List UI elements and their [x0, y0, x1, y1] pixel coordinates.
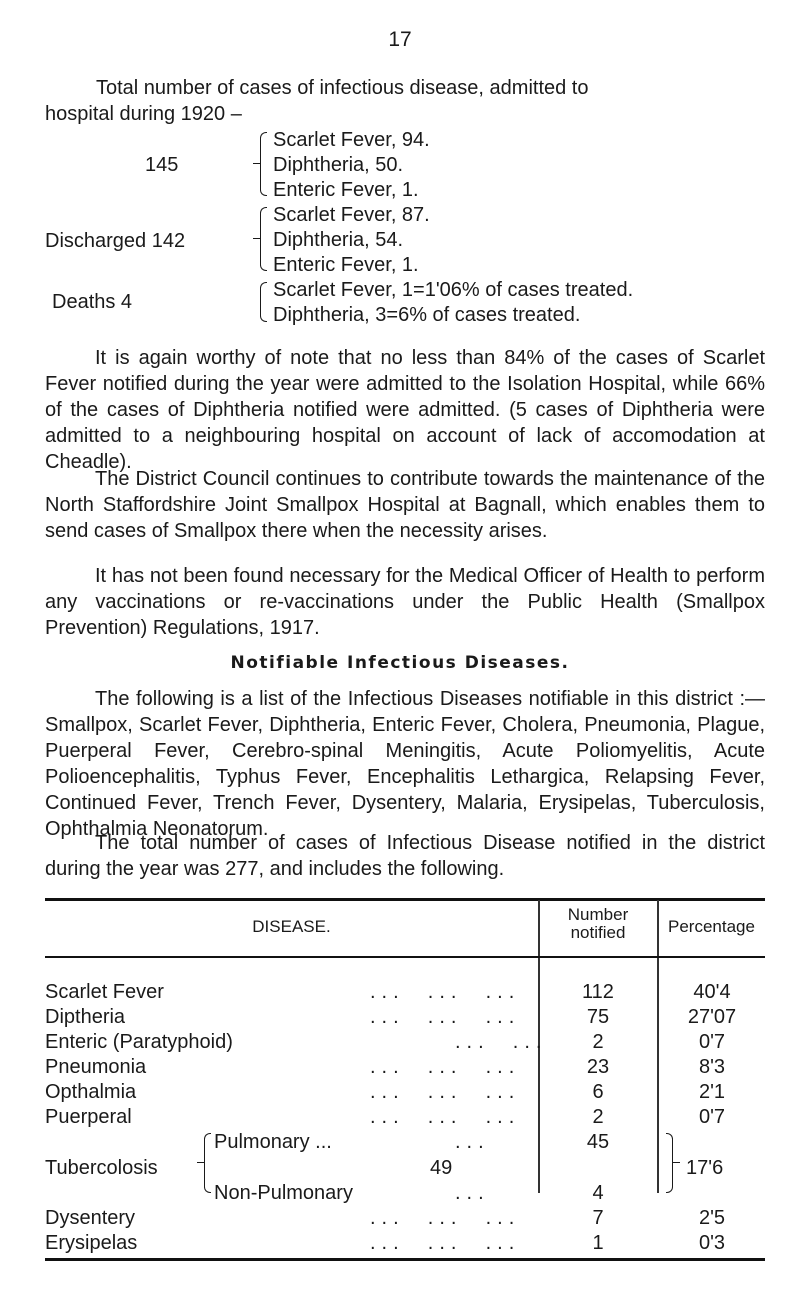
paragraph-vaccinations: It has not been found necessary for the Medical Officer of Health to perform any vaccinations or re-vaccinations under the Public Health (Smallpox Prevention) Regulations, 1917.: [45, 565, 765, 639]
admitted-item-diphtheria: Diphtheria, 50.: [273, 154, 404, 176]
dots-2: ...: [427, 1056, 463, 1078]
dots-3: ...: [485, 1081, 521, 1103]
row-percentage-tuberculosis: 17'6: [686, 1157, 724, 1179]
row-number-puerperal: 2: [592, 1106, 604, 1128]
header-percentage: Percentage: [668, 917, 755, 936]
tuberculosis-brace: [204, 1133, 211, 1193]
discharged-brace: [260, 207, 267, 271]
dots-1: ...: [370, 1081, 405, 1103]
row-percentage-diptheria: 27'07: [687, 1006, 737, 1028]
row-dots: [370, 981, 520, 1004]
dots-1: ...: [455, 1031, 490, 1053]
dots-3: ...: [485, 1207, 521, 1229]
row-dots: [370, 1232, 520, 1255]
row-disease-pneumonia: Pneumonia: [45, 1056, 147, 1078]
paragraph-total-cases: The total number of cases of Infectious Disease notified in the district during the year was 277, and includes the following.: [45, 832, 765, 880]
row-percentage-scarlet: 40'4: [693, 981, 731, 1003]
tuberculosis-total: 49: [430, 1157, 453, 1179]
dots-3: ...: [485, 1232, 521, 1254]
discharged-item-diphtheria: Diphtheria, 54.: [273, 229, 404, 251]
row-number-pneumonia: 23: [586, 1056, 610, 1078]
dots-1: ...: [370, 1006, 405, 1028]
dots-3: ...: [485, 981, 521, 1003]
paragraph-district-council: The District Council continues to contribute towards the maintenance of the North Staffordshire Joint Smallpox Hospital at Bagnall, which enables them to send cases of Smallpox there when the necessity arises.: [45, 468, 765, 542]
header-number-line-2: notified: [570, 923, 626, 942]
table-bottom-rule: [45, 1258, 765, 1261]
header-number-line-1: Number: [567, 905, 629, 924]
dots-2: ...: [427, 1106, 463, 1128]
row-disease-scarlet: Scarlet Fever: [45, 981, 164, 1003]
dots-1: ...: [370, 1106, 405, 1128]
paragraph-notifiable-list: The following is a list of the Infectious Diseases notifiable in this district :—Smallpox, Scarlet Fever, Diphtheria, Enteric Fever, Cholera, Pneumonia, Plague, Puerperal Fever, Cerebro-spinal Meningitis, Acute Poliomyelitis, Acute Polioencephalitis, Typhus Fever, Encephalitis Lethargica, Relapsing Fever, Continued Fever, Trench Fever, Dysentery, Malaria, Erysipelas, Tuberculosis, Ophthalmia Neonatorum.: [45, 688, 765, 840]
admissions-intro-line-2: hospital during 1920 –: [45, 103, 242, 125]
row-tuberculosis-non-pulmonary: Non-Pulmonary: [214, 1182, 353, 1204]
paragraph-isolation: It is again worthy of note that no less than 84% of the cases of Scarlet Fever notified during the year were admitted to the Isolation Hospital, while 66% of the cases of Diphtheria notified were admitted. (5 cases of Diphtheria were admitted to a neighbouring hospital on account of lack of accomodation at Cheadle).: [45, 347, 765, 473]
row-dots: [455, 1182, 490, 1205]
row-disease-dysentery: Dysentery: [45, 1207, 136, 1229]
row-percentage-opthalmia: 2'1: [698, 1081, 726, 1103]
table-header-rule: [45, 956, 765, 958]
discharged-item-enteric: Enteric Fever, 1.: [273, 254, 419, 276]
row-percentage-enteric: 0'7: [698, 1031, 726, 1053]
row-percentage-puerperal: 0'7: [698, 1106, 726, 1128]
dots-2: ...: [427, 981, 463, 1003]
row-disease-puerperal: Puerperal: [45, 1106, 132, 1128]
admitted-brace-tip: [253, 163, 261, 164]
dots-1: ...: [370, 1056, 405, 1078]
row-percentage-dysentery: 2'5: [698, 1207, 726, 1229]
row-dots: [370, 1081, 520, 1104]
dots-2: ...: [427, 1207, 463, 1229]
discharged-item-scarlet: Scarlet Fever, 87.: [273, 204, 430, 226]
row-dots: [370, 1106, 520, 1129]
row-dots: [455, 1131, 490, 1154]
row-number-scarlet: 112: [582, 981, 614, 1003]
row-disease-diptheria: Diptheria: [45, 1006, 126, 1028]
dots-2: ...: [427, 1006, 463, 1028]
row-percentage-erysipelas: 0'3: [698, 1232, 726, 1254]
table-divider-percentage: [657, 900, 659, 1193]
dots-1: ...: [455, 1131, 490, 1153]
row-dots: [370, 1006, 520, 1029]
tuberculosis-percentage-brace-tip: [672, 1162, 680, 1163]
deaths-brace: [260, 282, 267, 322]
header-disease: DISEASE.: [252, 917, 331, 936]
row-dots: [370, 1056, 520, 1079]
page-number: 17: [388, 28, 412, 51]
row-number-enteric: 2: [592, 1031, 604, 1053]
row-tuberculosis-pulmonary: Pulmonary ...: [214, 1131, 332, 1153]
row-percentage-pneumonia: 8'3: [698, 1056, 726, 1078]
dots-3: ...: [485, 1006, 521, 1028]
deaths-item-scarlet: Scarlet Fever, 1=1'06% of cases treated.: [273, 279, 634, 301]
discharged-label: Discharged 142: [45, 230, 186, 252]
tuberculosis-brace-tip: [197, 1162, 205, 1163]
admitted-total: 145: [145, 154, 179, 176]
admissions-intro-line-1: Total number of cases of infectious disease, admitted to: [96, 77, 589, 99]
dots-2: ...: [427, 1232, 463, 1254]
admitted-item-scarlet: Scarlet Fever, 94.: [273, 129, 430, 151]
dots-3: ...: [485, 1056, 521, 1078]
row-disease-enteric: Enteric (Paratyphoid): [45, 1031, 233, 1053]
deaths-item-diphtheria: Diphtheria, 3=6% of cases treated.: [273, 304, 581, 326]
row-disease-tuberculosis: Tubercolosis: [45, 1157, 158, 1179]
row-number-non-pulmonary: 4: [592, 1182, 604, 1204]
discharged-brace-tip: [253, 238, 261, 239]
dots-3: ...: [485, 1106, 521, 1128]
dots-2: ...: [512, 1031, 548, 1053]
dots-1: ...: [370, 1232, 405, 1254]
row-disease-erysipelas: Erysipelas: [45, 1232, 138, 1254]
row-dots: [370, 1207, 520, 1230]
row-number-erysipelas: 1: [592, 1232, 604, 1254]
dots-2: ...: [427, 1081, 463, 1103]
row-disease-opthalmia: Opthalmia: [45, 1081, 137, 1103]
admitted-item-enteric: Enteric Fever, 1.: [273, 179, 419, 201]
row-number-opthalmia: 6: [592, 1081, 604, 1103]
dots-1: ...: [370, 1207, 405, 1229]
deaths-label: Deaths 4: [52, 291, 133, 313]
section-heading: Notifiable Infectious Diseases.: [230, 653, 570, 673]
dots-1: ...: [370, 981, 405, 1003]
admitted-brace: [260, 132, 267, 196]
dots-1: ...: [455, 1182, 490, 1204]
row-dots: [455, 1031, 547, 1054]
row-number-diptheria: 75: [586, 1006, 610, 1028]
row-number-pulmonary: 45: [586, 1131, 610, 1153]
row-number-dysentery: 7: [592, 1207, 604, 1229]
